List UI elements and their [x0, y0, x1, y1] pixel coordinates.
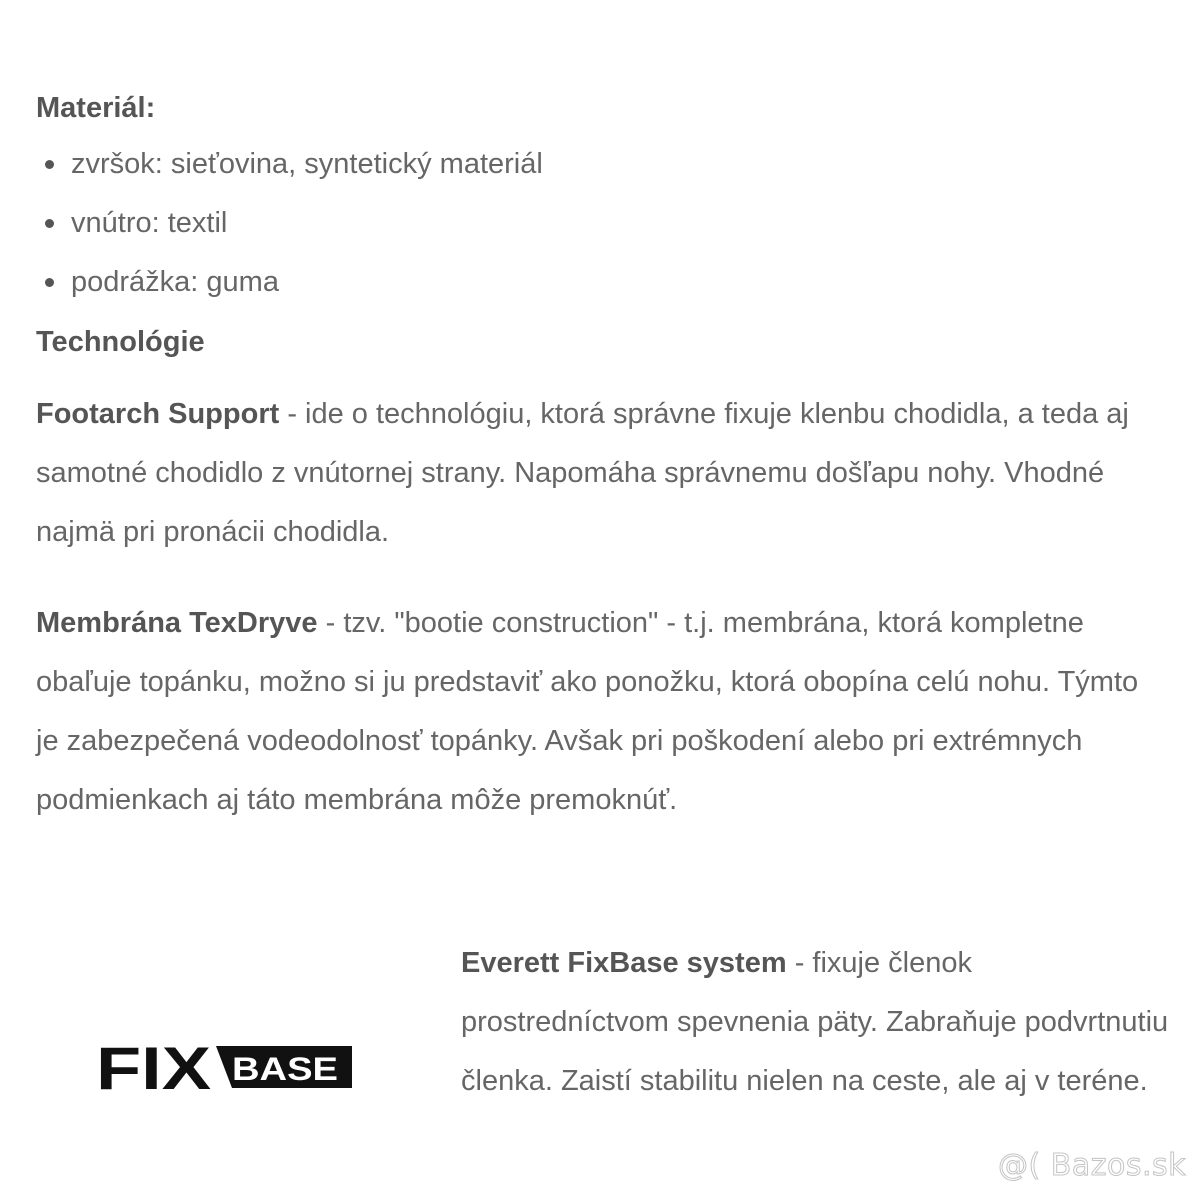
fixbase-logo-base: BASE [232, 1051, 338, 1087]
list-item [36, 144, 1166, 184]
list-item [36, 203, 1166, 243]
product-description [36, 88, 1166, 830]
footarch-title: Footarch Support [36, 398, 280, 430]
fixbase-paragraph [461, 934, 1171, 1111]
material-list [36, 144, 1166, 302]
footarch-paragraph [36, 385, 1166, 562]
bullet-icon [45, 160, 54, 169]
fixbase-text: - fixuje členok prostredníctvom spevnenia päty. Zabraňuje podvrtnutiu členka. Zaistí stabilitu nielen na ceste, ale aj v teréne. [461, 947, 1169, 1097]
fixbase-logo-fix: FIX [96, 1040, 211, 1092]
bazos-watermark: @( Bazos.sk [998, 1148, 1186, 1183]
material-item-upper: zvršok: sieťovina, syntetický materiál [71, 148, 543, 180]
bullet-icon [45, 219, 54, 228]
membrane-title: Membrána TexDryve [36, 607, 318, 639]
fixbase-title: Everett FixBase system [461, 947, 787, 979]
material-item-inner: vnútro: textil [71, 207, 228, 239]
membrane-paragraph [36, 594, 1166, 830]
fixbase-logo [96, 1040, 356, 1092]
material-item-sole: podrážka: guma [71, 266, 279, 298]
footarch-text: - ide o technológiu, ktorá správne fixuje klenbu chodidla, a teda aj samotné chodidlo z vnútornej strany. Napomáha správnemu došľapu nohy. Vhodné najmä pri pronácii chodidla. [36, 398, 1129, 548]
fixbase-section [0, 934, 1200, 1134]
material-heading: Materiál: [36, 92, 156, 124]
list-item [36, 262, 1166, 302]
membrane-text: - tzv. "bootie construction" - t.j. membrána, ktorá kompletne obaľuje topánku, možno si ju predstaviť ako ponožku, ktorá obopína celú nohu. Týmto je zabezpečená vodeodolnosť topánky. Avšak pri poškodení alebo pri extrémnych podmienkach aj táto membrána môže premoknúť. [36, 607, 1139, 816]
bullet-icon [45, 278, 54, 287]
technologies-heading: Technológie [36, 326, 205, 358]
